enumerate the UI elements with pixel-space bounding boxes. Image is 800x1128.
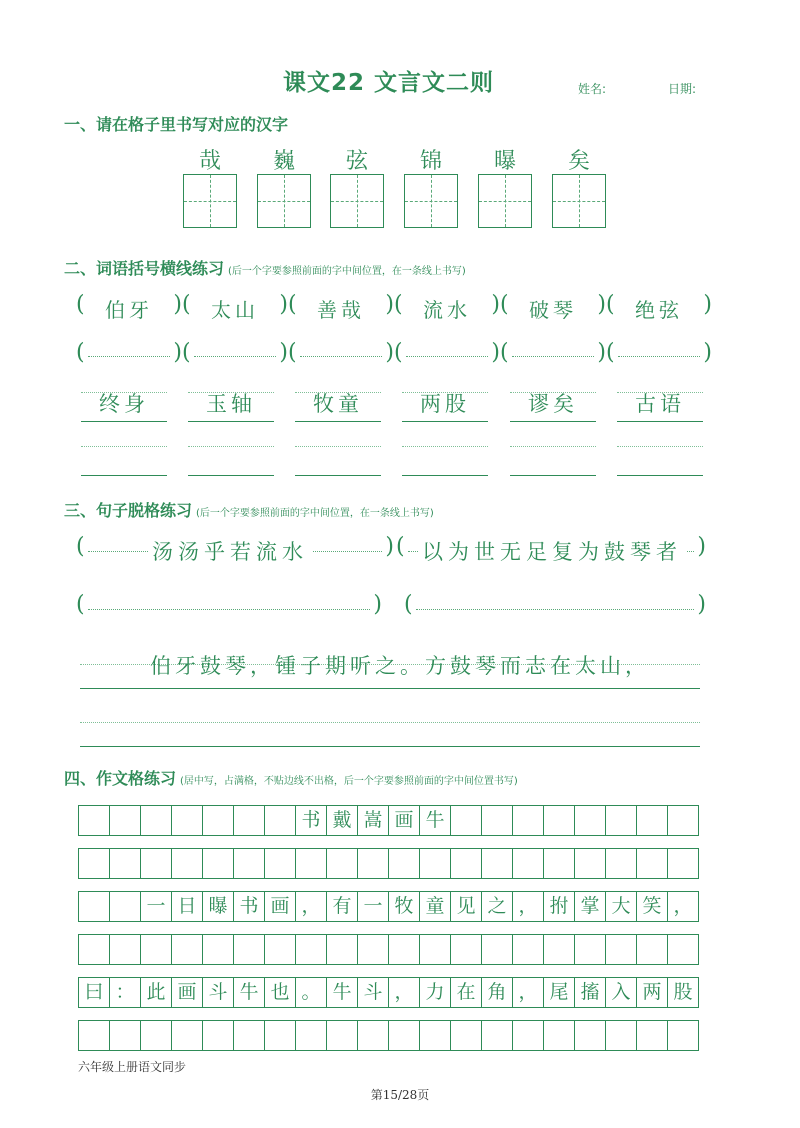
grid-row bbox=[78, 891, 699, 922]
underline-word bbox=[617, 382, 703, 422]
sentence-2-text: 以为世无足复为鼓琴者 bbox=[418, 536, 686, 566]
grid-cell: 大 bbox=[606, 891, 637, 922]
grid-cell bbox=[358, 1020, 389, 1051]
grid-cell: 牧 bbox=[389, 891, 420, 922]
paren-blank: ( ) bbox=[288, 340, 394, 365]
grid-cell bbox=[482, 805, 513, 836]
grid-cell: ， bbox=[513, 977, 544, 1008]
grid-cell: 戴 bbox=[327, 805, 358, 836]
grid-cell bbox=[513, 934, 544, 965]
grid-row bbox=[78, 977, 699, 1008]
tian-grid-box bbox=[257, 174, 311, 228]
sentence-1-text: 汤汤乎若流水 bbox=[148, 536, 312, 566]
underline-word-text: 玉轴 bbox=[206, 392, 256, 416]
grid-cell bbox=[482, 848, 513, 879]
grid-cell bbox=[141, 934, 172, 965]
grid-cell bbox=[172, 934, 203, 965]
page-title: 课文22 文言文二则 bbox=[283, 70, 495, 96]
grid-cell: 画 bbox=[265, 891, 296, 922]
grid-cell: 画 bbox=[172, 977, 203, 1008]
grid-cell bbox=[172, 1020, 203, 1051]
grid-cell bbox=[110, 805, 141, 836]
tian-grid-box bbox=[404, 174, 458, 228]
section2-heading bbox=[64, 256, 466, 279]
grid-cell bbox=[451, 848, 482, 879]
grid-cell bbox=[203, 1020, 234, 1051]
grid-cell bbox=[389, 848, 420, 879]
grid-cell: ， bbox=[513, 891, 544, 922]
grid-cell: 拊 bbox=[544, 891, 575, 922]
paren-blank: ( ) bbox=[182, 340, 288, 365]
grid-cell: 也 bbox=[265, 977, 296, 1008]
underline-word-text: 谬矣 bbox=[528, 392, 578, 416]
grid-cell bbox=[637, 1020, 668, 1051]
name-label: 姓名: bbox=[578, 82, 607, 96]
hanzi-char: 曝 bbox=[493, 149, 516, 174]
paren-blank: ( ) bbox=[500, 340, 606, 365]
grid-cell: 斗 bbox=[358, 977, 389, 1008]
underline-word-text: 古语 bbox=[635, 392, 685, 416]
grid-cell bbox=[668, 1020, 699, 1051]
section1-heading: 一、请在格子里书写对应的汉字 bbox=[64, 115, 289, 134]
underline-word-text: 牧童 bbox=[313, 392, 363, 416]
paren-word: ( 伯牙 ) bbox=[76, 292, 182, 322]
grid-cell: 掌 bbox=[575, 891, 606, 922]
grid-cell bbox=[668, 934, 699, 965]
underline-word-text: 终身 bbox=[99, 392, 149, 416]
grid-cell bbox=[389, 1020, 420, 1051]
grid-cell bbox=[265, 1020, 296, 1051]
paren-blank: ( ) bbox=[394, 340, 500, 365]
grid-cell bbox=[451, 934, 482, 965]
grid-cell bbox=[544, 934, 575, 965]
grid-cell bbox=[296, 1020, 327, 1051]
grid-cell bbox=[296, 934, 327, 965]
grid-cell bbox=[79, 805, 110, 836]
grid-cell bbox=[172, 805, 203, 836]
underline-word-text: 两股 bbox=[420, 392, 470, 416]
grid-cell bbox=[544, 848, 575, 879]
grid-cell: ： bbox=[110, 977, 141, 1008]
grid-cell: 书 bbox=[296, 805, 327, 836]
underline-word bbox=[295, 382, 381, 422]
grid-cell bbox=[575, 934, 606, 965]
grid-cell bbox=[141, 848, 172, 879]
page-number: 第15/28页 bbox=[370, 1088, 430, 1102]
grid-cell bbox=[513, 848, 544, 879]
paren-word-row bbox=[76, 290, 712, 326]
paren-word: ( 太山 ) bbox=[182, 292, 288, 322]
grid-cell bbox=[420, 848, 451, 879]
grid-cell bbox=[234, 848, 265, 879]
section2-note: (后一个字要参照前面的字中间位置，在一条线上书写) bbox=[228, 266, 466, 277]
hanzi-char: 矣 bbox=[567, 149, 590, 174]
paren-word-text: 破琴 bbox=[529, 298, 577, 322]
tian-grid-box bbox=[552, 174, 606, 228]
grid-cell: 此 bbox=[141, 977, 172, 1008]
grid-cell: 有 bbox=[327, 891, 358, 922]
grid-cell bbox=[544, 805, 575, 836]
sentence-paren-1: ( 汤汤乎若流水 ) bbox=[76, 534, 394, 564]
grid-cell bbox=[389, 934, 420, 965]
grid-cell bbox=[420, 934, 451, 965]
grid-cell bbox=[141, 805, 172, 836]
tian-grid-box bbox=[478, 174, 532, 228]
section4-title: 四、作文格练习 bbox=[64, 769, 177, 788]
grid-cell bbox=[358, 934, 389, 965]
tian-grid-box bbox=[330, 174, 384, 228]
underline-blank bbox=[188, 436, 274, 476]
grid-cell bbox=[637, 805, 668, 836]
grid-cell bbox=[637, 934, 668, 965]
grid-row bbox=[78, 934, 699, 965]
underline-blank bbox=[295, 436, 381, 476]
section4-note: (居中写，占满格，不贴边线不出格，后一个字要参照前面的字中间位置书写) bbox=[180, 776, 518, 787]
sentence-blank-paren-1: ( ) bbox=[76, 592, 382, 617]
grid-cell: 日 bbox=[172, 891, 203, 922]
sentence-blank-paren-2: ( ) bbox=[404, 592, 706, 617]
grid-cell: 斗 bbox=[203, 977, 234, 1008]
underline-word bbox=[81, 382, 167, 422]
grid-cell bbox=[79, 934, 110, 965]
grid-row bbox=[78, 805, 699, 836]
paren-blank: ( ) bbox=[76, 340, 182, 365]
grid-cell bbox=[234, 934, 265, 965]
grid-cell bbox=[606, 805, 637, 836]
sentence-line-text: 伯牙鼓琴，锺子期听之。方鼓琴而志在太山， bbox=[150, 654, 650, 678]
grid-cell bbox=[265, 848, 296, 879]
grid-row bbox=[78, 848, 699, 879]
grid-cell bbox=[482, 1020, 513, 1051]
grid-cell: 之 bbox=[482, 891, 513, 922]
grid-cell: 。 bbox=[296, 977, 327, 1008]
underline-blank bbox=[402, 436, 488, 476]
paren-word-text: 太山 bbox=[211, 298, 259, 322]
grid-row bbox=[78, 1020, 699, 1051]
grid-cell: 牛 bbox=[420, 805, 451, 836]
hanzi-char: 锦 bbox=[419, 149, 442, 174]
grid-cell: 嵩 bbox=[358, 805, 389, 836]
grid-cell bbox=[110, 934, 141, 965]
grid-cell bbox=[606, 934, 637, 965]
grid-cell bbox=[172, 848, 203, 879]
grid-cell bbox=[420, 1020, 451, 1051]
grid-cell: 见 bbox=[451, 891, 482, 922]
grid-cell bbox=[451, 1020, 482, 1051]
grid-cell bbox=[575, 848, 606, 879]
grid-cell bbox=[296, 848, 327, 879]
grid-cell bbox=[637, 848, 668, 879]
grid-cell: 两 bbox=[637, 977, 668, 1008]
grid-cell: 一 bbox=[358, 891, 389, 922]
grid-cell bbox=[513, 805, 544, 836]
grid-cell bbox=[327, 1020, 358, 1051]
grid-cell: 牛 bbox=[327, 977, 358, 1008]
grid-cell: ， bbox=[389, 977, 420, 1008]
paren-word: ( 绝弦 ) bbox=[606, 292, 712, 322]
grid-cell: 尾 bbox=[544, 977, 575, 1008]
grid-cell bbox=[203, 934, 234, 965]
paren-blank-row bbox=[76, 338, 712, 374]
hanzi-char: 弦 bbox=[345, 149, 368, 174]
section3-heading bbox=[64, 498, 434, 521]
grid-cell: 股 bbox=[668, 977, 699, 1008]
grid-cell bbox=[110, 1020, 141, 1051]
grid-cell: 牛 bbox=[234, 977, 265, 1008]
grid-cell bbox=[234, 805, 265, 836]
grid-cell: 入 bbox=[606, 977, 637, 1008]
section4-heading bbox=[64, 766, 518, 789]
underline-blank bbox=[510, 436, 596, 476]
grid-cell: 笑 bbox=[637, 891, 668, 922]
paren-word-text: 绝弦 bbox=[635, 298, 683, 322]
tian-grid-box bbox=[183, 174, 237, 228]
underline-word bbox=[188, 382, 274, 422]
grid-cell bbox=[203, 805, 234, 836]
paren-word: ( 善哉 ) bbox=[288, 292, 394, 322]
hanzi-char: 哉 bbox=[198, 149, 221, 174]
grid-cell bbox=[141, 1020, 172, 1051]
grid-cell bbox=[451, 805, 482, 836]
grid-cell: 力 bbox=[420, 977, 451, 1008]
grid-cell bbox=[606, 1020, 637, 1051]
paren-word: ( 流水 ) bbox=[394, 292, 500, 322]
underline-word bbox=[510, 382, 596, 422]
grid-cell: 书 bbox=[234, 891, 265, 922]
grid-cell bbox=[327, 848, 358, 879]
grid-cell: 画 bbox=[389, 805, 420, 836]
date-label: 日期: bbox=[668, 82, 697, 96]
grid-cell bbox=[668, 805, 699, 836]
hanzi-char: 巍 bbox=[272, 149, 295, 174]
paren-word-text: 伯牙 bbox=[105, 298, 153, 322]
grid-cell bbox=[668, 848, 699, 879]
grid-cell bbox=[327, 934, 358, 965]
grid-cell bbox=[79, 848, 110, 879]
grid-cell: ， bbox=[296, 891, 327, 922]
paren-word: ( 破琴 ) bbox=[500, 292, 606, 322]
grid-cell bbox=[513, 1020, 544, 1051]
grid-cell: 搐 bbox=[575, 977, 606, 1008]
grid-cell bbox=[265, 934, 296, 965]
paren-word-text: 善哉 bbox=[317, 298, 365, 322]
grid-cell: 角 bbox=[482, 977, 513, 1008]
section3-note: (后一个字要参照前面的字中间位置，在一条线上书写) bbox=[196, 508, 434, 519]
section3-title: 三、句子脱格练习 bbox=[64, 501, 193, 520]
grid-cell bbox=[79, 891, 110, 922]
grid-cell bbox=[265, 805, 296, 836]
section2-title: 二、词语括号横线练习 bbox=[64, 259, 225, 278]
grid-cell bbox=[482, 934, 513, 965]
grid-cell bbox=[575, 1020, 606, 1051]
grid-cell: 在 bbox=[451, 977, 482, 1008]
paren-word-text: 流水 bbox=[423, 298, 471, 322]
grid-cell bbox=[544, 1020, 575, 1051]
grid-cell bbox=[79, 1020, 110, 1051]
grid-cell bbox=[110, 891, 141, 922]
grid-cell bbox=[110, 848, 141, 879]
underline-blank bbox=[617, 436, 703, 476]
underline-word bbox=[402, 382, 488, 422]
paren-blank: ( ) bbox=[606, 340, 712, 365]
grid-cell: 曝 bbox=[203, 891, 234, 922]
grid-cell bbox=[606, 848, 637, 879]
grid-cell bbox=[575, 805, 606, 836]
grid-cell: ， bbox=[668, 891, 699, 922]
footer-book-title: 六年级上册语文同步 bbox=[78, 1060, 187, 1074]
grid-cell bbox=[203, 848, 234, 879]
grid-cell: 一 bbox=[141, 891, 172, 922]
grid-cell bbox=[234, 1020, 265, 1051]
underline-blank bbox=[81, 436, 167, 476]
sentence-paren-2: ( 以为世无足复为鼓琴者 ) bbox=[396, 534, 706, 564]
grid-cell: 童 bbox=[420, 891, 451, 922]
grid-cell bbox=[358, 848, 389, 879]
grid-cell: 曰 bbox=[79, 977, 110, 1008]
